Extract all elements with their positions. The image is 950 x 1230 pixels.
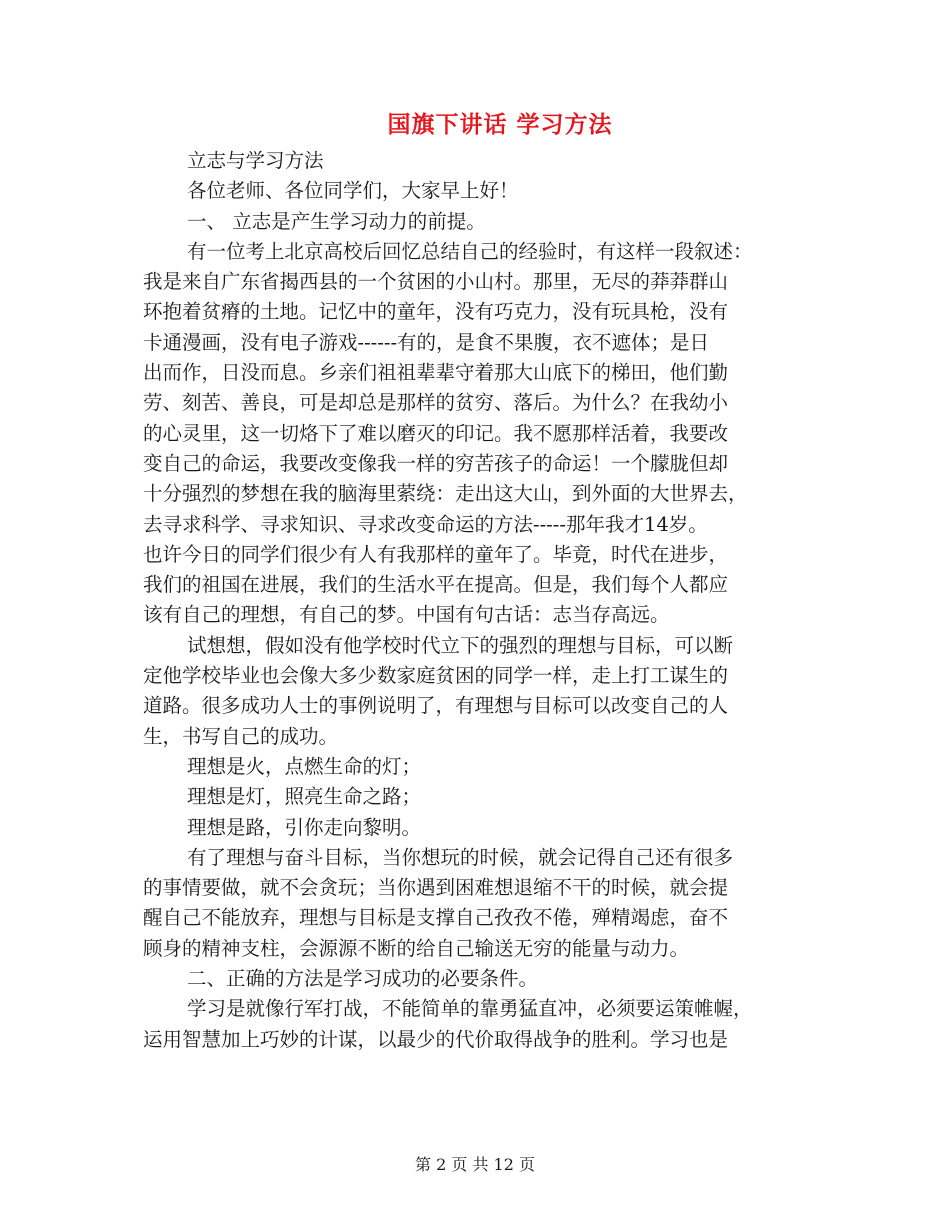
document-title: 国旗下讲话 学习方法 — [387, 112, 613, 138]
paragraph-line: 去寻求科学、寻求知识、寻求改变命运的方法-----那年我才14岁。 — [143, 512, 708, 536]
verse-line: 理想是火，点燃生命的灯； — [187, 754, 422, 778]
paragraph-line: 道路。很多成功人士的事例说明了，有理想与目标可以改变自己的人 — [143, 694, 729, 718]
paragraph-line: 学习是就像行军打战，不能简单的靠勇猛直冲，必须要运策帷幄， — [187, 997, 753, 1021]
verse-line: 理想是路，引你走向黎明。 — [187, 815, 422, 839]
greeting-line: 各位老师、各位同学们，大家早上好！ — [187, 179, 519, 203]
paragraph-line: 试想想，假如没有他学校时代立下的强烈的理想与目标，可以断 — [187, 633, 734, 657]
paragraph-line: 生，书写自己的成功。 — [143, 724, 339, 748]
paragraph-line: 劳、刻苦、善良，可是却总是那样的贫穷、落后。为什么？在我幼小 — [143, 391, 729, 415]
paragraph-line: 的事情要做，就不会贪玩；当你遇到困难想退缩不干的时候，就会提 — [143, 876, 729, 900]
paragraph-line: 出而作，日没而息。乡亲们祖祖辈辈守着那大山底下的梯田，他们勤 — [143, 361, 729, 385]
paragraph-line: 的心灵里，这一切烙下了难以磨灭的印记。我不愿那样活着，我要改 — [143, 421, 729, 445]
paragraph-line: 也许今日的同学们很少有人有我那样的童年了。毕竟，时代在进步， — [143, 542, 729, 566]
paragraph-line: 醒自己不能放弃，理想与目标是支撑自己孜孜不倦，殚精竭虑，奋不 — [143, 906, 729, 930]
paragraph-line: 环抱着贫瘠的土地。记忆中的童年，没有巧克力，没有玩具枪，没有 — [143, 300, 729, 324]
paragraph-line: 定他学校毕业也会像大多少数家庭贫困的同学一样，走上打工谋生的 — [143, 664, 729, 688]
paragraph-line: 十分强烈的梦想在我的脑海里萦绕：走出这大山，到外面的大世界去， — [143, 482, 748, 506]
paragraph-line: 变自己的命运，我要改变像我一样的穷苦孩子的命运！一个朦胧但却 — [143, 451, 729, 475]
document-body — [143, 146, 823, 1055]
paragraph-line: 我是来自广东省揭西县的一个贫困的小山村。那里，无尽的莽莽群山 — [143, 270, 729, 294]
section-subtitle: 立志与学习方法 — [187, 149, 324, 172]
paragraph-line: 顾身的精神支柱，会源源不断的给自己输送无穷的能量与动力。 — [143, 936, 690, 960]
verse-line: 理想是灯，照亮生命之路； — [187, 785, 422, 809]
section-heading-1: 一、 立志是产生学习动力的前提。 — [187, 209, 486, 233]
paragraph-line: 运用智慧加上巧妙的计谋，以最少的代价取得战争的胜利。学习也是 — [143, 1027, 729, 1051]
page-footer: 第 2 页 共 12 页 — [415, 1155, 535, 1174]
paragraph-line: 该有自己的理想，有自己的梦。中国有句古话：志当存高远。 — [143, 603, 670, 627]
paragraph-line: 有了理想与奋斗目标，当你想玩的时候，就会记得自己还有很多 — [187, 845, 734, 869]
paragraph-line: 卡通漫画，没有电子游戏------有的，是食不果腹，衣不遮体；是日 — [143, 330, 710, 354]
paragraph-line: 我们的祖国在进展，我们的生活水平在提高。但是，我们每个人都应 — [143, 573, 729, 597]
paragraph-line: 有一位考上北京高校后回忆总结自己的经验时，有这样一段叙述： — [187, 239, 753, 263]
section-heading-2: 二、正确的方法是学习成功的必要条件。 — [187, 967, 539, 991]
